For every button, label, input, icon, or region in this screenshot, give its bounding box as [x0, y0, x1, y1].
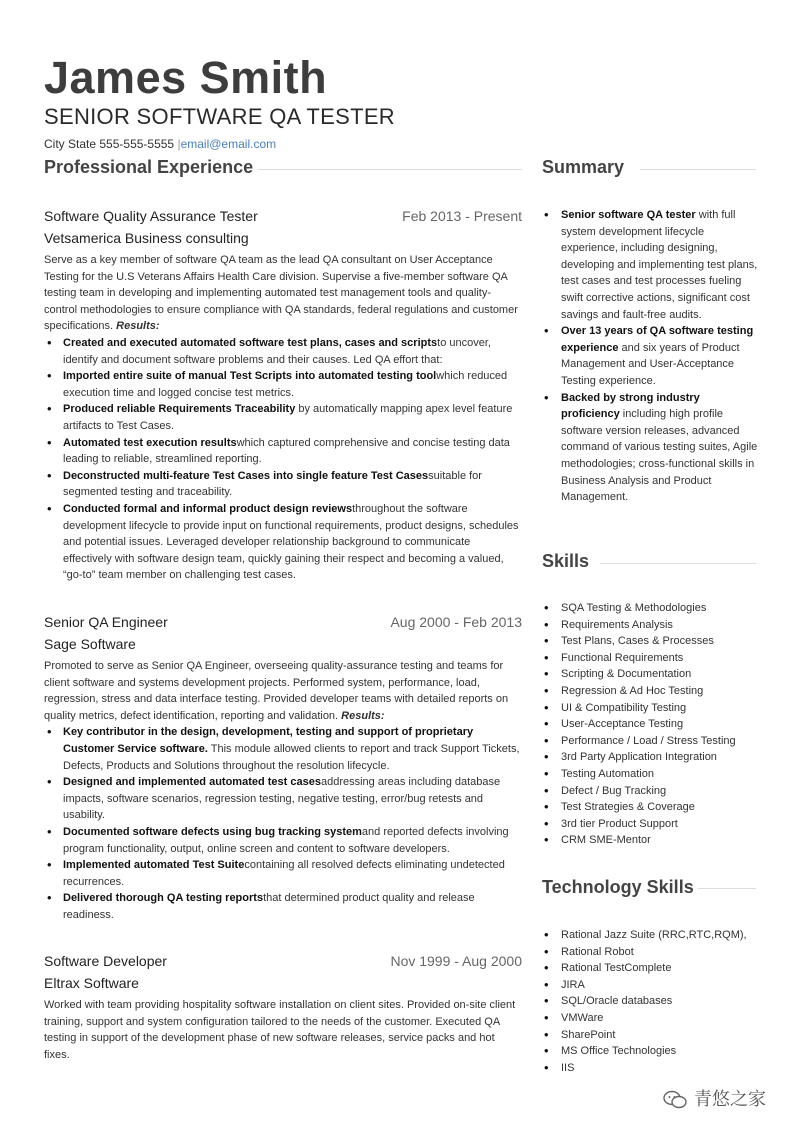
skills-list — [542, 600, 758, 849]
results-label: Results: — [116, 320, 160, 333]
section-heading-summary: Summary — [542, 157, 625, 177]
achievement-item: • Key contributor in the design, development, testing and support of proprietary Customer Service software. This module allowed clients to report and track Support Tickets, Defects, Products and Solutions throughout the resolution lifecycle. — [44, 724, 522, 774]
watermark-text: 青悠之家 — [694, 1089, 766, 1109]
skill-item: • Functional Requirements — [542, 650, 758, 667]
skills-block — [542, 600, 758, 849]
job-company: Sage Software — [44, 636, 136, 652]
tech-skill-item: • MS Office Technologies — [542, 1043, 758, 1060]
skill-item: • UI & Compatibility Testing — [542, 700, 758, 717]
summary-item: • Senior software QA tester with full system development lifecycle experience, including designing, developing and implementing test plans, test cases and test processes fueling swift corrective actions, significant cost savings and fault-free audits. — [542, 207, 758, 323]
achievement-item: • Delivered thorough QA testing reportsthat determined product quality and release readiness. — [44, 890, 522, 923]
job-dates: Aug 2000 - Feb 2013 — [390, 614, 522, 630]
job-title: Software Developer — [44, 953, 167, 969]
achievement-item: • Produced reliable Requirements Traceability by automatically mapping apex level feature artifacts to Test Cases. — [44, 401, 522, 434]
job-entry — [44, 208, 522, 584]
job-entry — [44, 614, 522, 924]
tech-skill-item: • IIS — [542, 1060, 758, 1077]
skill-item: • Performance / Load / Stress Testing — [542, 733, 758, 750]
job-dates: Feb 2013 - Present — [402, 208, 522, 224]
contact-city-state: City State — [44, 137, 97, 151]
tech-skill-item: • Rational Robot — [542, 944, 758, 961]
job-company: Eltrax Software — [44, 975, 139, 991]
summary-block — [542, 207, 758, 506]
achievement-list — [44, 724, 522, 923]
tech-skill-item: • VMWare — [542, 1010, 758, 1027]
skill-item: • Testing Automation — [542, 766, 758, 783]
job-company: Vetsamerica Business consulting — [44, 230, 249, 246]
tech-skill-item: • Rational Jazz Suite (RRC,RTC,RQM), — [542, 927, 758, 944]
contact-separator: | — [177, 137, 181, 151]
resume-name: James Smith — [44, 52, 328, 103]
skill-item: • CRM SME-Mentor — [542, 832, 758, 849]
wechat-icon — [662, 1090, 688, 1110]
section-heading-skills: Skills — [542, 551, 590, 571]
skill-item: • Regression & Ad Hoc Testing — [542, 683, 758, 700]
achievement-item: • Created and executed automated software test plans, cases and scriptsto uncover, identify and document software problems and their causes. Led QA effort that: — [44, 335, 522, 368]
achievement-item: • Deconstructed multi-feature Test Cases into single feature Test Casessuitable for segmented testing and traceability. — [44, 468, 522, 501]
tech-skill-item: • JIRA — [542, 977, 758, 994]
achievement-item: • Implemented automated Test Suitecontaining all resolved defects eliminating undetected recurrences. — [44, 857, 522, 890]
contact-line — [44, 137, 276, 151]
watermark — [662, 1085, 766, 1111]
skill-item: • Requirements Analysis — [542, 617, 758, 634]
job-description: Worked with team providing hospitality software installation on client sites. Provided on-site client training, support and system configuration tailored to the needs of the customer. Executed QA testing in support of the development phase of new software releases, service packs and hot fixes. — [44, 999, 516, 1061]
achievement-item: • Automated test execution resultswhich captured comprehensive and concise testing data leading to reliable, streamlined reporting. — [44, 435, 522, 468]
job-dates: Nov 1999 - Aug 2000 — [390, 953, 522, 969]
tech-skills-block — [542, 927, 758, 1076]
resume-title: SENIOR SOFTWARE QA TESTER — [44, 104, 395, 129]
job-entry — [44, 953, 522, 1063]
job-title: Senior QA Engineer — [44, 614, 168, 630]
tech-skill-item: • SharePoint — [542, 1027, 758, 1044]
contact-phone: 555-555-5555 — [99, 137, 175, 151]
summary-item: • Backed by strong industry proficiency including high profile software version releases, advanced command of various testing suites, Agile methodologies; cross-functional skills in Business Analysis and Product Management. — [542, 390, 758, 506]
skill-item: • Defect / Bug Tracking — [542, 783, 758, 800]
results-label: Results: — [341, 709, 385, 722]
skill-item: • SQA Testing & Methodologies — [542, 600, 758, 617]
achievement-item: • Conducted formal and informal product design reviewsthroughout the software development lifecycle to provide input on functional requirements, product designs, schedules and potential issues. Leveraged developer relationship background to communicate effectively with software design team, quickly gaining their respect and becoming a valued, “go-to” team member on challenging test cases. — [44, 501, 522, 584]
achievement-item: • Imported entire suite of manual Test Scripts into automated testing toolwhich reduced execution time and logged concise test metrics. — [44, 368, 522, 401]
summary-item: • Over 13 years of QA software testing experience and six years of Product Management and User-Acceptance Testing experience. — [542, 323, 758, 389]
skills-divider — [600, 563, 756, 564]
job-title: Software Quality Assurance Tester — [44, 208, 258, 224]
skill-item: • User-Acceptance Testing — [542, 716, 758, 733]
skill-item: • 3rd Party Application Integration — [542, 749, 758, 766]
achievement-item: • Designed and implemented automated test casesaddressing areas including database impacts, software scenarios, regression testing, negative testing, error/bug retests and usability. — [44, 774, 522, 824]
skill-item: • Test Plans, Cases & Processes — [542, 633, 758, 650]
tech-skill-item: • SQL/Oracle databases — [542, 993, 758, 1010]
tech-skills-list — [542, 927, 758, 1076]
achievement-list — [44, 335, 522, 584]
job-description: Serve as a key member of software QA team as the lead QA consultant on User Acceptance Testing for the U.S Veterans Affairs Health Care division. Supervise a five-member software QA testing team in developing and implementing automated test management tools and quality-control methodologies to ensure compliance with QA standards, federal regulations and customer specifications. Results: — [44, 254, 518, 333]
tech-skills-divider — [698, 888, 756, 889]
section-heading-tech-skills: Technology Skills — [542, 877, 694, 897]
skill-item: • Test Strategies & Coverage — [542, 799, 758, 816]
contact-email[interactable]: email@email.com — [180, 137, 277, 151]
job-description: Promoted to serve as Senior QA Engineer, overseeing quality-assurance testing and teams for client software and systems development projects. Performed system, performance, load, regression, stress and data interface testing. Provided developer teams with detailed reports on quality metrics, defect identification, reporting and validation. Results: — [44, 660, 509, 722]
skill-item: • Scripting & Documentation — [542, 666, 758, 683]
summary-list — [542, 207, 758, 506]
achievement-item: • Documented software defects using bug tracking systemand reported defects involving program functionality, output, online screen and content to software developers. — [44, 824, 522, 857]
skill-item: • 3rd tier Product Support — [542, 816, 758, 833]
summary-divider — [640, 169, 756, 170]
experience-divider — [258, 169, 522, 170]
section-heading-experience: Professional Experience — [44, 157, 254, 177]
tech-skill-item: • Rational TestComplete — [542, 960, 758, 977]
